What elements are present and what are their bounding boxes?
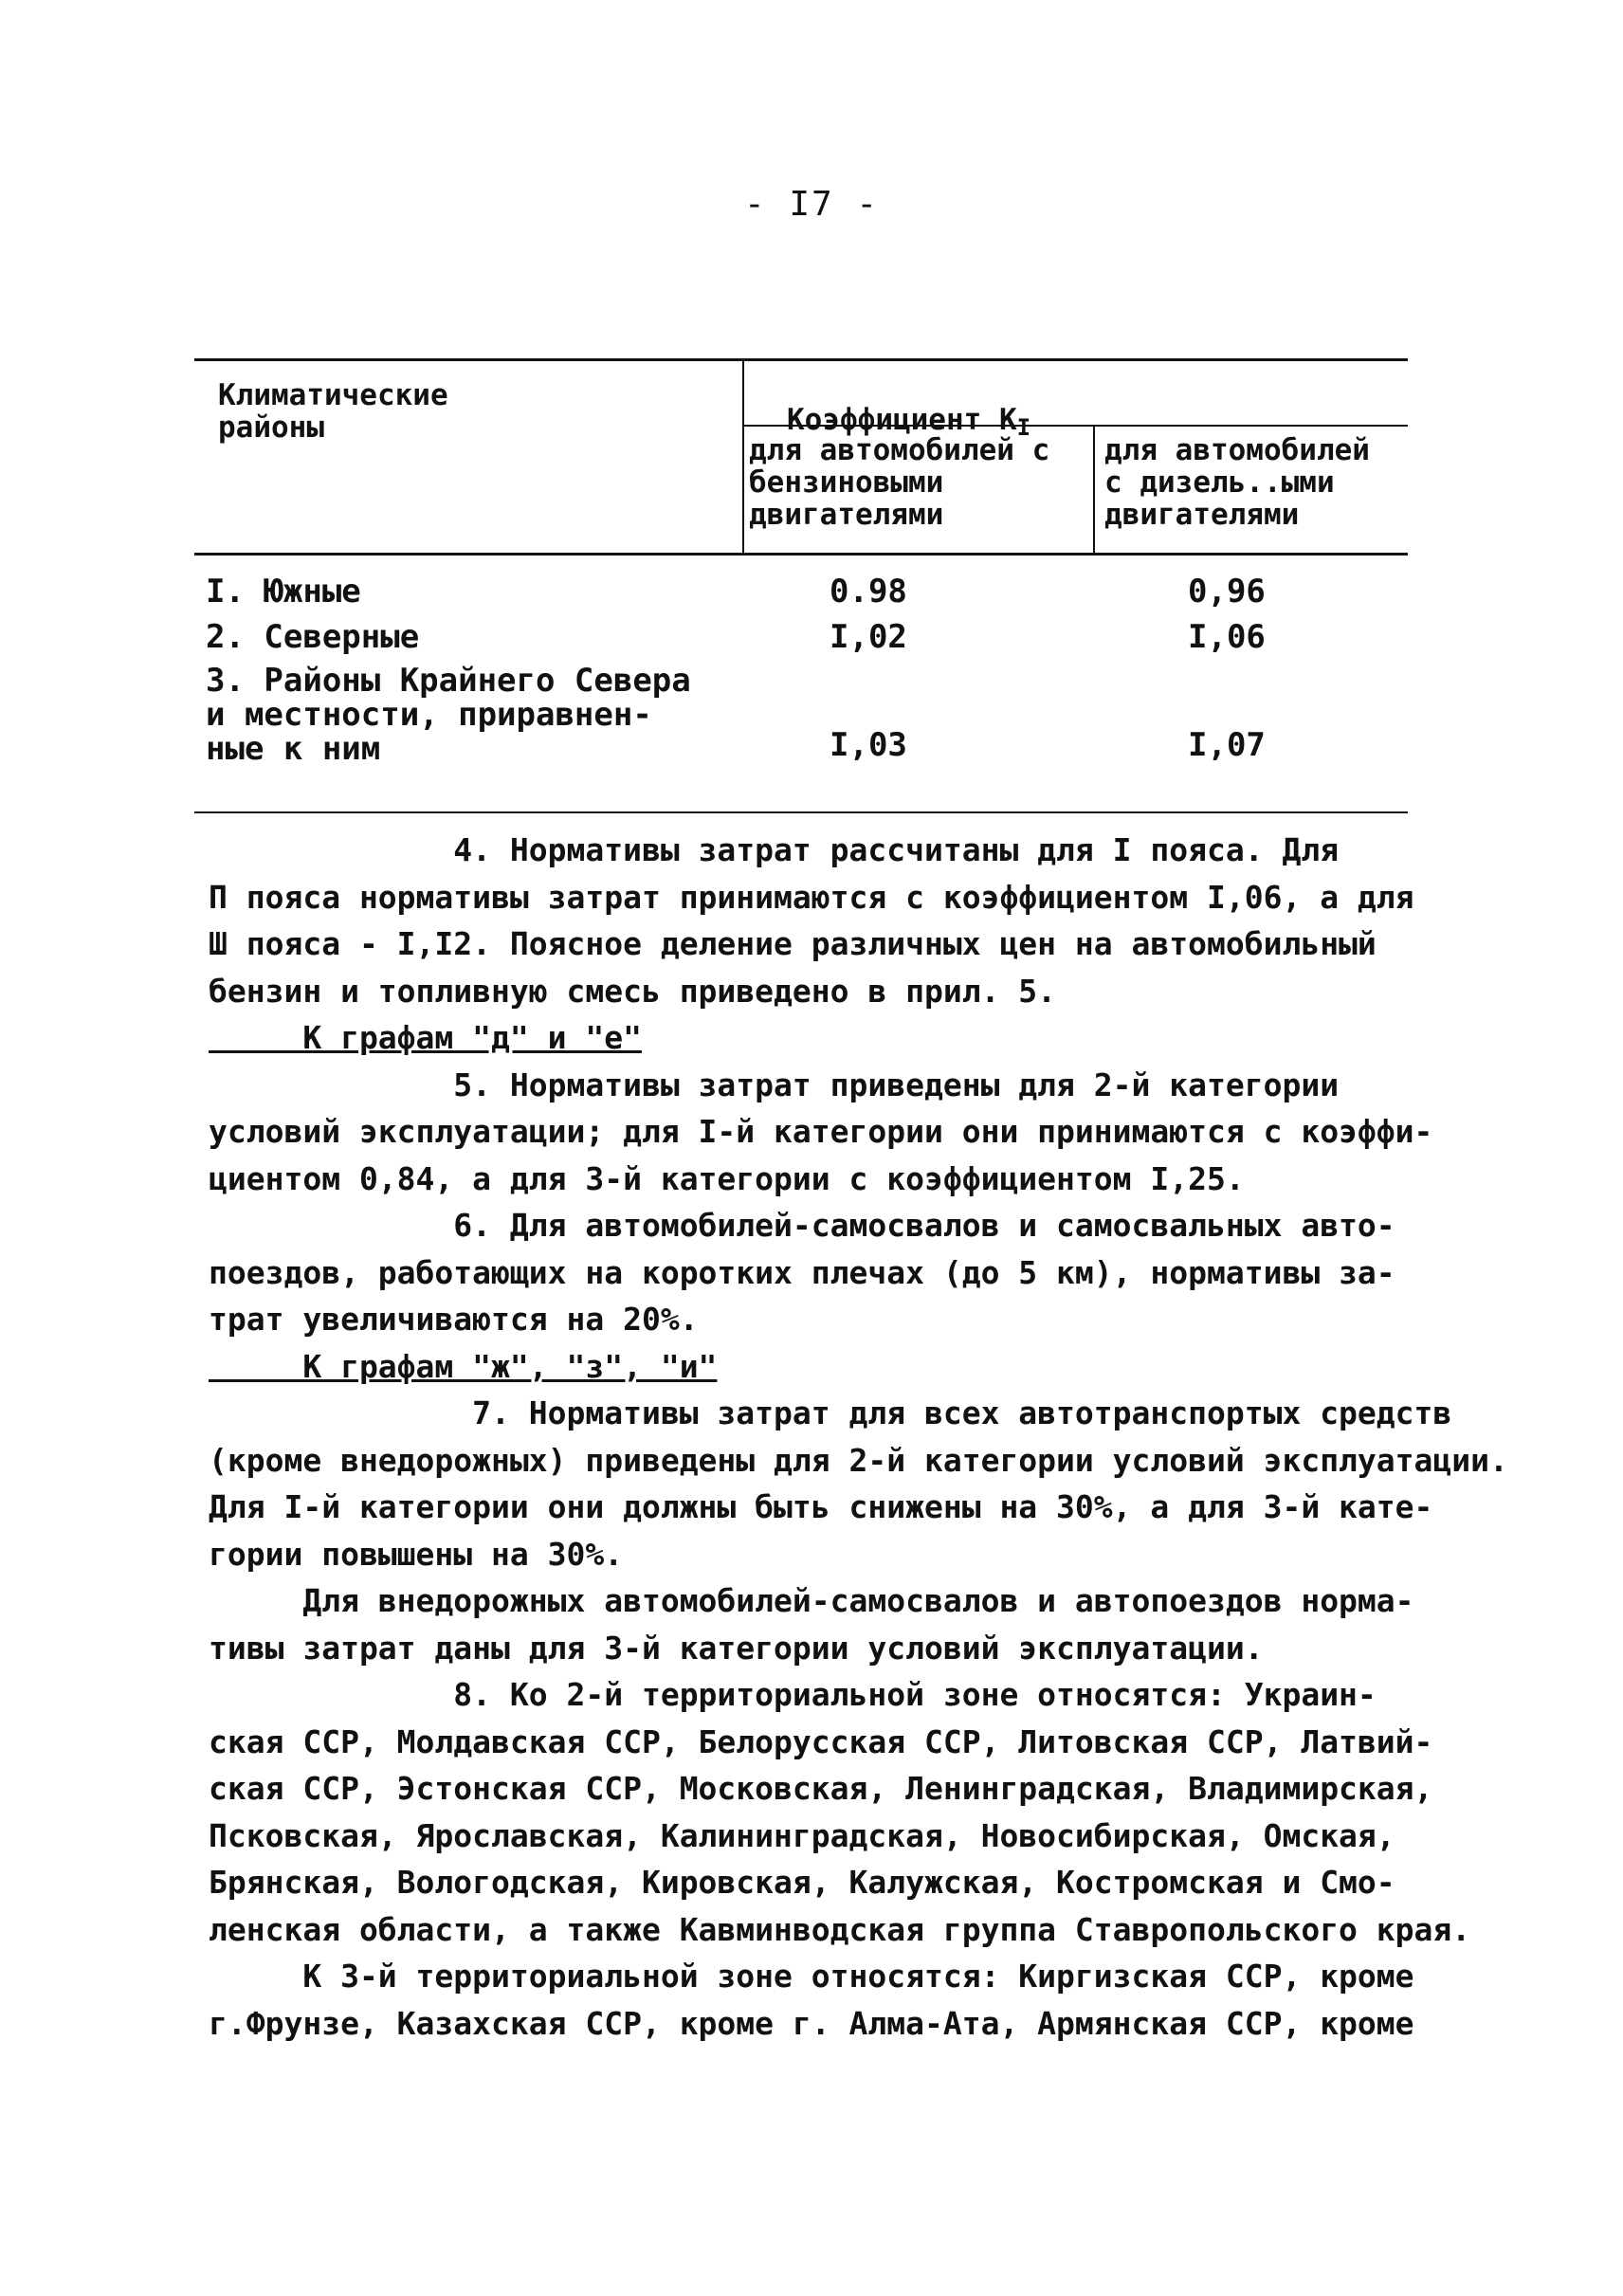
text-line: Брянская, Вологодская, Кировская, Калужская, Костромская и Смо- xyxy=(209,1864,1395,1901)
body-text xyxy=(209,827,1508,2047)
header-climatic-regions: Климатические районы xyxy=(218,378,448,445)
text-line: трат увеличиваются на 20%. xyxy=(209,1301,699,1338)
text-line: циентом 0,84, а для 3-й категории с коэффициентом I,25. xyxy=(209,1159,1245,1197)
text-line: 8. Ко 2-й территориальной зоне относятся: Украин- xyxy=(209,1676,1377,1713)
text-line: Для внедорожных автомобилей-самосвалов и автопоездов норма- xyxy=(209,1582,1414,1619)
text-line: тивы затрат даны для 3-й категории условий эксплуатации. xyxy=(209,1629,1264,1667)
header-coefficient-sub: I xyxy=(1016,414,1031,441)
row-label-far-north: 3. Районы Крайнего Севера и местности, приравнен- ные к ним xyxy=(206,662,691,768)
text-line: К 3-й территориальной зоне относятся: Киргизская ССР, кроме xyxy=(209,1958,1414,1995)
page-number: - I7 - xyxy=(743,185,880,224)
section-heading-columns-zh-z-i: К графам "ж", "з", "и" xyxy=(209,1347,718,1385)
coefficient-table xyxy=(194,358,1408,832)
header-diesel: для автомобилей с дизель..ыми двигателями xyxy=(1104,433,1370,532)
header-petrol: для автомобилей с бензиновыми двигателями xyxy=(749,433,1050,532)
text-line: бензин и топливную смесь приведено в прил. 5. xyxy=(209,972,1057,1010)
row-petrol-far-north: I,03 xyxy=(830,726,907,764)
table-header-rule xyxy=(194,553,1408,556)
row-petrol-south: 0.98 xyxy=(830,573,907,610)
text-line: ская ССР, Молдавская ССР, Белорусская ССР, Литовская ССР, Латвий- xyxy=(209,1722,1433,1760)
header-coefficient-main: Коэффициент K xyxy=(787,403,1017,437)
text-line: 7. Нормативы затрат для всех автотранспортых средств xyxy=(209,1394,1452,1431)
text-line: 4. Нормативы затрат рассчитаны для I пояса. Для xyxy=(209,831,1340,868)
text-line: ленская области, а также Кавминводская группа Ставропольского края. xyxy=(209,1910,1471,1948)
text-line: Псковская, Ярославская, Калининградская, Новосибирская, Омская, xyxy=(209,1816,1395,1854)
row-petrol-north: I,02 xyxy=(830,618,907,656)
text-line: ская ССР, Эстонская ССР, Московская, Ленинградская, Владимирская, xyxy=(209,1770,1433,1807)
text-line: 6. Для автомобилей-самосвалов и самосвальных авто- xyxy=(209,1207,1395,1244)
table-bottom-rule xyxy=(194,811,1408,813)
text-line: (кроме внедорожных) приведены для 2-й категории условий эксплуатации. xyxy=(209,1441,1508,1479)
row-label-south: I. Южные xyxy=(206,573,361,610)
row-label-north: 2. Северные xyxy=(206,618,420,656)
row-diesel-far-north: I,07 xyxy=(1188,726,1266,764)
text-line: г.Фрунзе, Казахская ССР, кроме г. Алма-Ата, Армянская ССР, кроме xyxy=(209,2004,1414,2042)
text-line: гории повышены на 30%. xyxy=(209,1535,624,1573)
table-subcol-divider xyxy=(1093,425,1095,553)
text-line: Для I-й категории они должны быть снижены на 30%, а для 3-й кате- xyxy=(209,1488,1433,1525)
section-heading-columns-d-e: К графам "д" и "е" xyxy=(209,1019,642,1056)
text-line: П пояса нормативы затрат принимаются с коэффициентом I,06, а для xyxy=(209,878,1414,916)
text-line: условий эксплуатации; для I-й категории они принимаются с коэффи- xyxy=(209,1113,1433,1150)
text-line: Ш пояса - I,I2. Поясное деление различных цен на автомобильный xyxy=(209,925,1377,962)
table-col-divider xyxy=(742,358,744,553)
table-top-rule xyxy=(194,358,1408,361)
row-diesel-south: 0,96 xyxy=(1188,573,1266,610)
text-line: поездов, работающих на коротких плечах (до 5 км), нормативы за- xyxy=(209,1253,1395,1291)
row-diesel-north: I,06 xyxy=(1188,618,1266,656)
text-line: 5. Нормативы затрат приведены для 2-й категории xyxy=(209,1066,1340,1103)
